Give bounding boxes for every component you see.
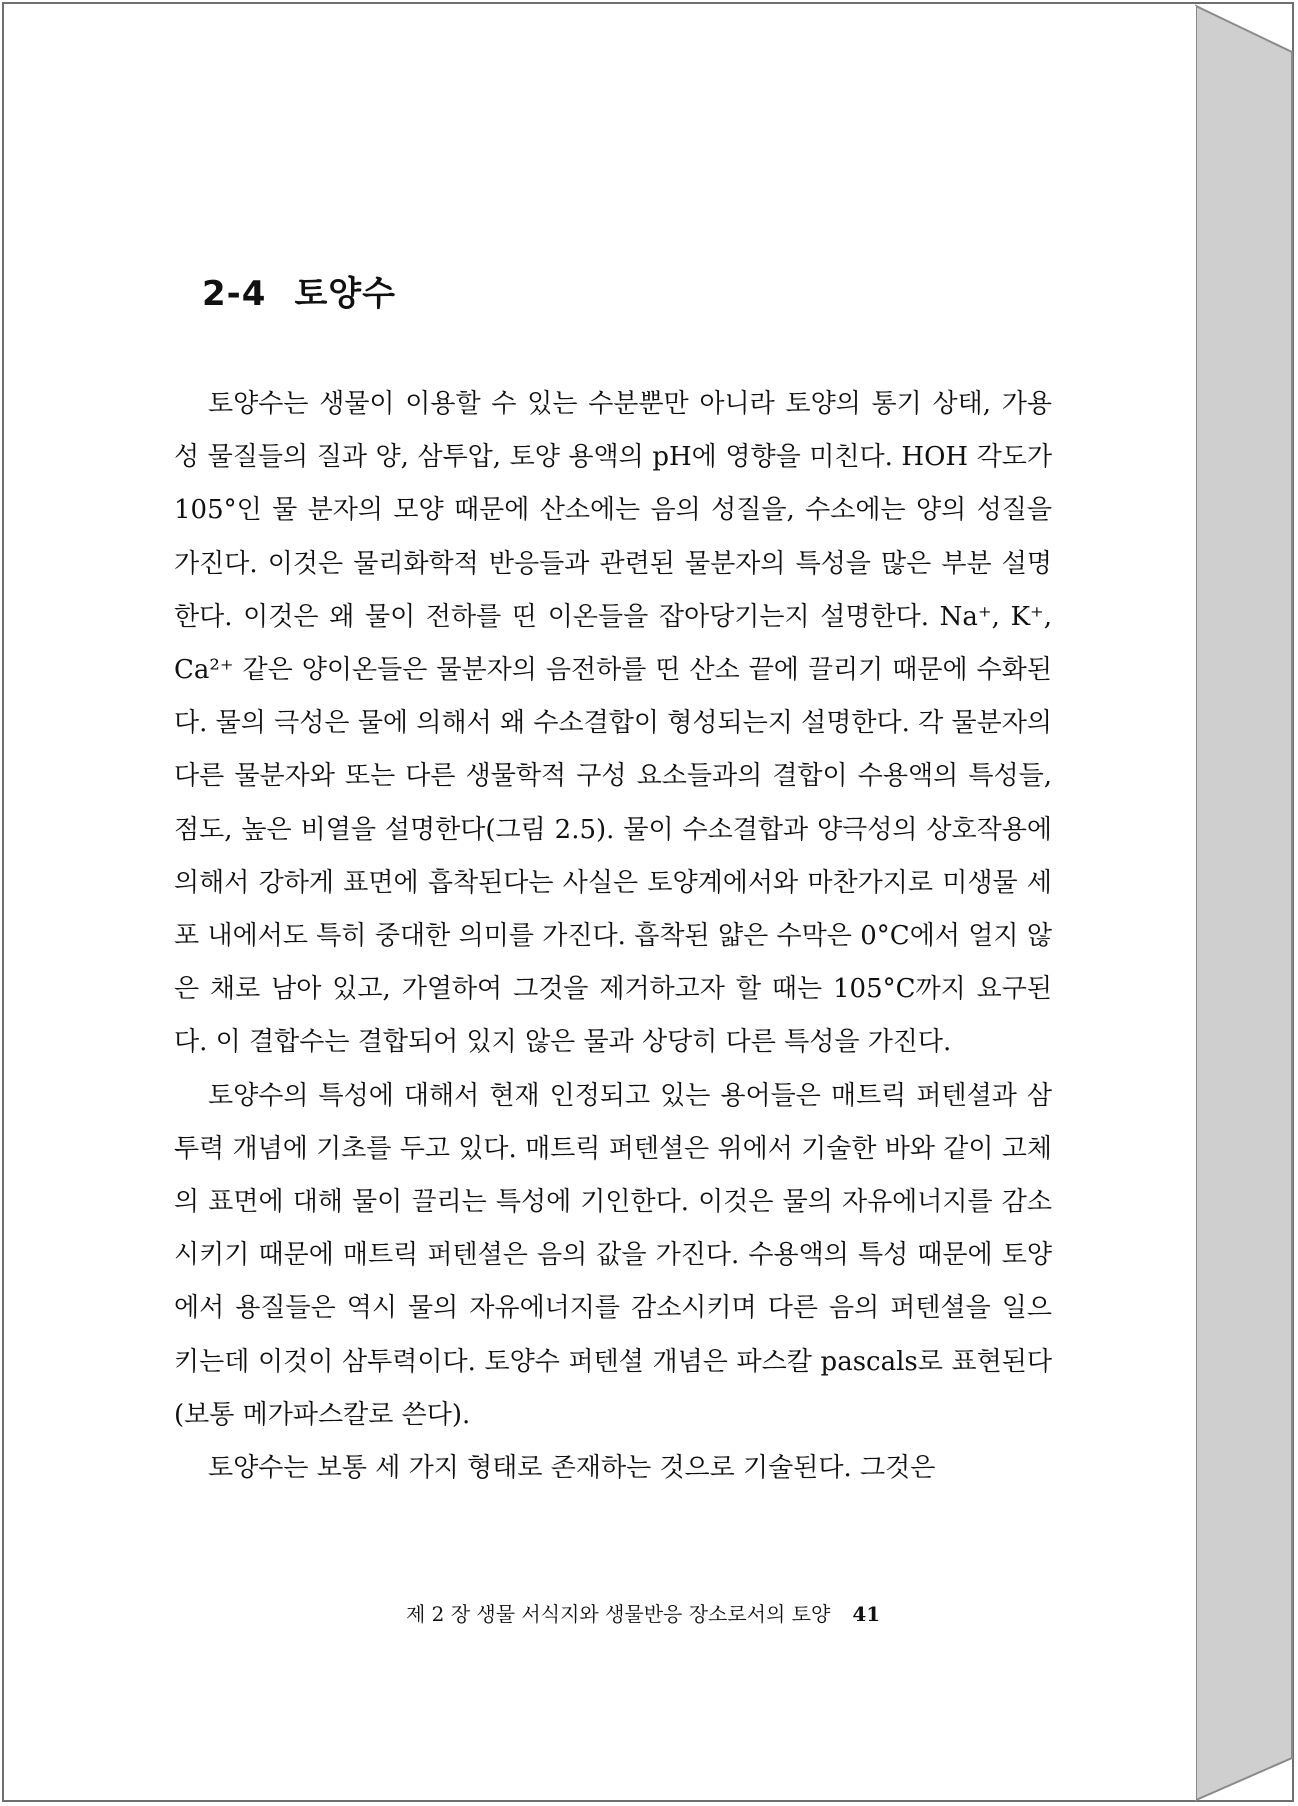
section-title: 토양수 bbox=[294, 274, 396, 314]
document-page bbox=[6, 6, 1196, 1800]
section-number: 2-4 bbox=[202, 274, 267, 314]
paragraph-3: 토양수는 보통 세 가지 형태로 존재하는 것으로 기술된다. 그것은 bbox=[208, 1453, 936, 1484]
section-heading bbox=[202, 266, 396, 315]
paragraph-1: 토양수는 생물이 이용할 수 있는 수분뿐만 아니라 토양의 통기 상태, 가용성 물질들의 질과 양, 삼투압, 토양 용액의 pH에 영향을 미친다. HOH 각도가 105°인 물 분자의 모양 때문에 산소에는 음의 성질을, 수소에는 양의 성질을 가진다. 이것은 물리화학적 반응들과 관련된 물분자의 특성을 많은 부분 설명한다. 이것은 왜 물이 전하를 띤 이온들을 잡아당기는지 설명한다. Na⁺, K⁺, Ca²⁺ 같은 양이온들은 물분자의 음전하를 띤 산소 끝에 끌리기 때문에 수화된다. 물의 극성은 물에 의해서 왜 수소결합이 형성되는지 설명한다. 각 물분자의 다른 물분자와 또는 다른 생물학적 구성 요소들과의 결합이 수용액의 특성들, 점도, 높은 비열을 설명한다(그림 2.5). 물이 수소결합과 양극성의 상호작용에 의해서 강하게 표면에 흡착된다는 사실은 토양계에서와 마찬가지로 미생물 세포 내에서도 특히 중대한 의미를 가진다. 흡착된 얇은 수막은 0°C에서 얼지 않은 채로 남아 있고, 가열하여 그것을 제거하고자 할 때는 105°C까지 요구된다. 이 결합수는 결합되어 있지 않은 물과 상당히 다른 특성을 가진다. bbox=[174, 389, 1052, 1058]
page-footer bbox=[406, 1598, 880, 1627]
paragraph-2: 토양수의 특성에 대해서 현재 인정되고 있는 용어들은 매트릭 퍼텐셜과 삼투력 개념에 기초를 두고 있다. 매트릭 퍼텐셜은 위에서 기술한 바와 같이 고체의 표면에 대해 물이 끌리는 특성에 기인한다. 이것은 물의 자유에너지를 감소시키기 때문에 매트릭 퍼텐셜은 음의 값을 가진다. 수용액의 특성 때문에 토양에서 용질들은 역시 물의 자유에너지를 감소시키며 다른 음의 퍼텐셜을 일으키는데 이것이 삼투력이다. 토양수 퍼텐셜 개념은 파스칼 pascals로 표현된다(보통 메가파스칼로 쓴다). bbox=[174, 1080, 1052, 1430]
running-footer-chapter: 제 2 장 생물 서식지와 생물반응 장소로서의 토양 bbox=[406, 1602, 831, 1626]
page-number: 41 bbox=[852, 1602, 881, 1626]
body-text bbox=[174, 378, 1052, 1495]
